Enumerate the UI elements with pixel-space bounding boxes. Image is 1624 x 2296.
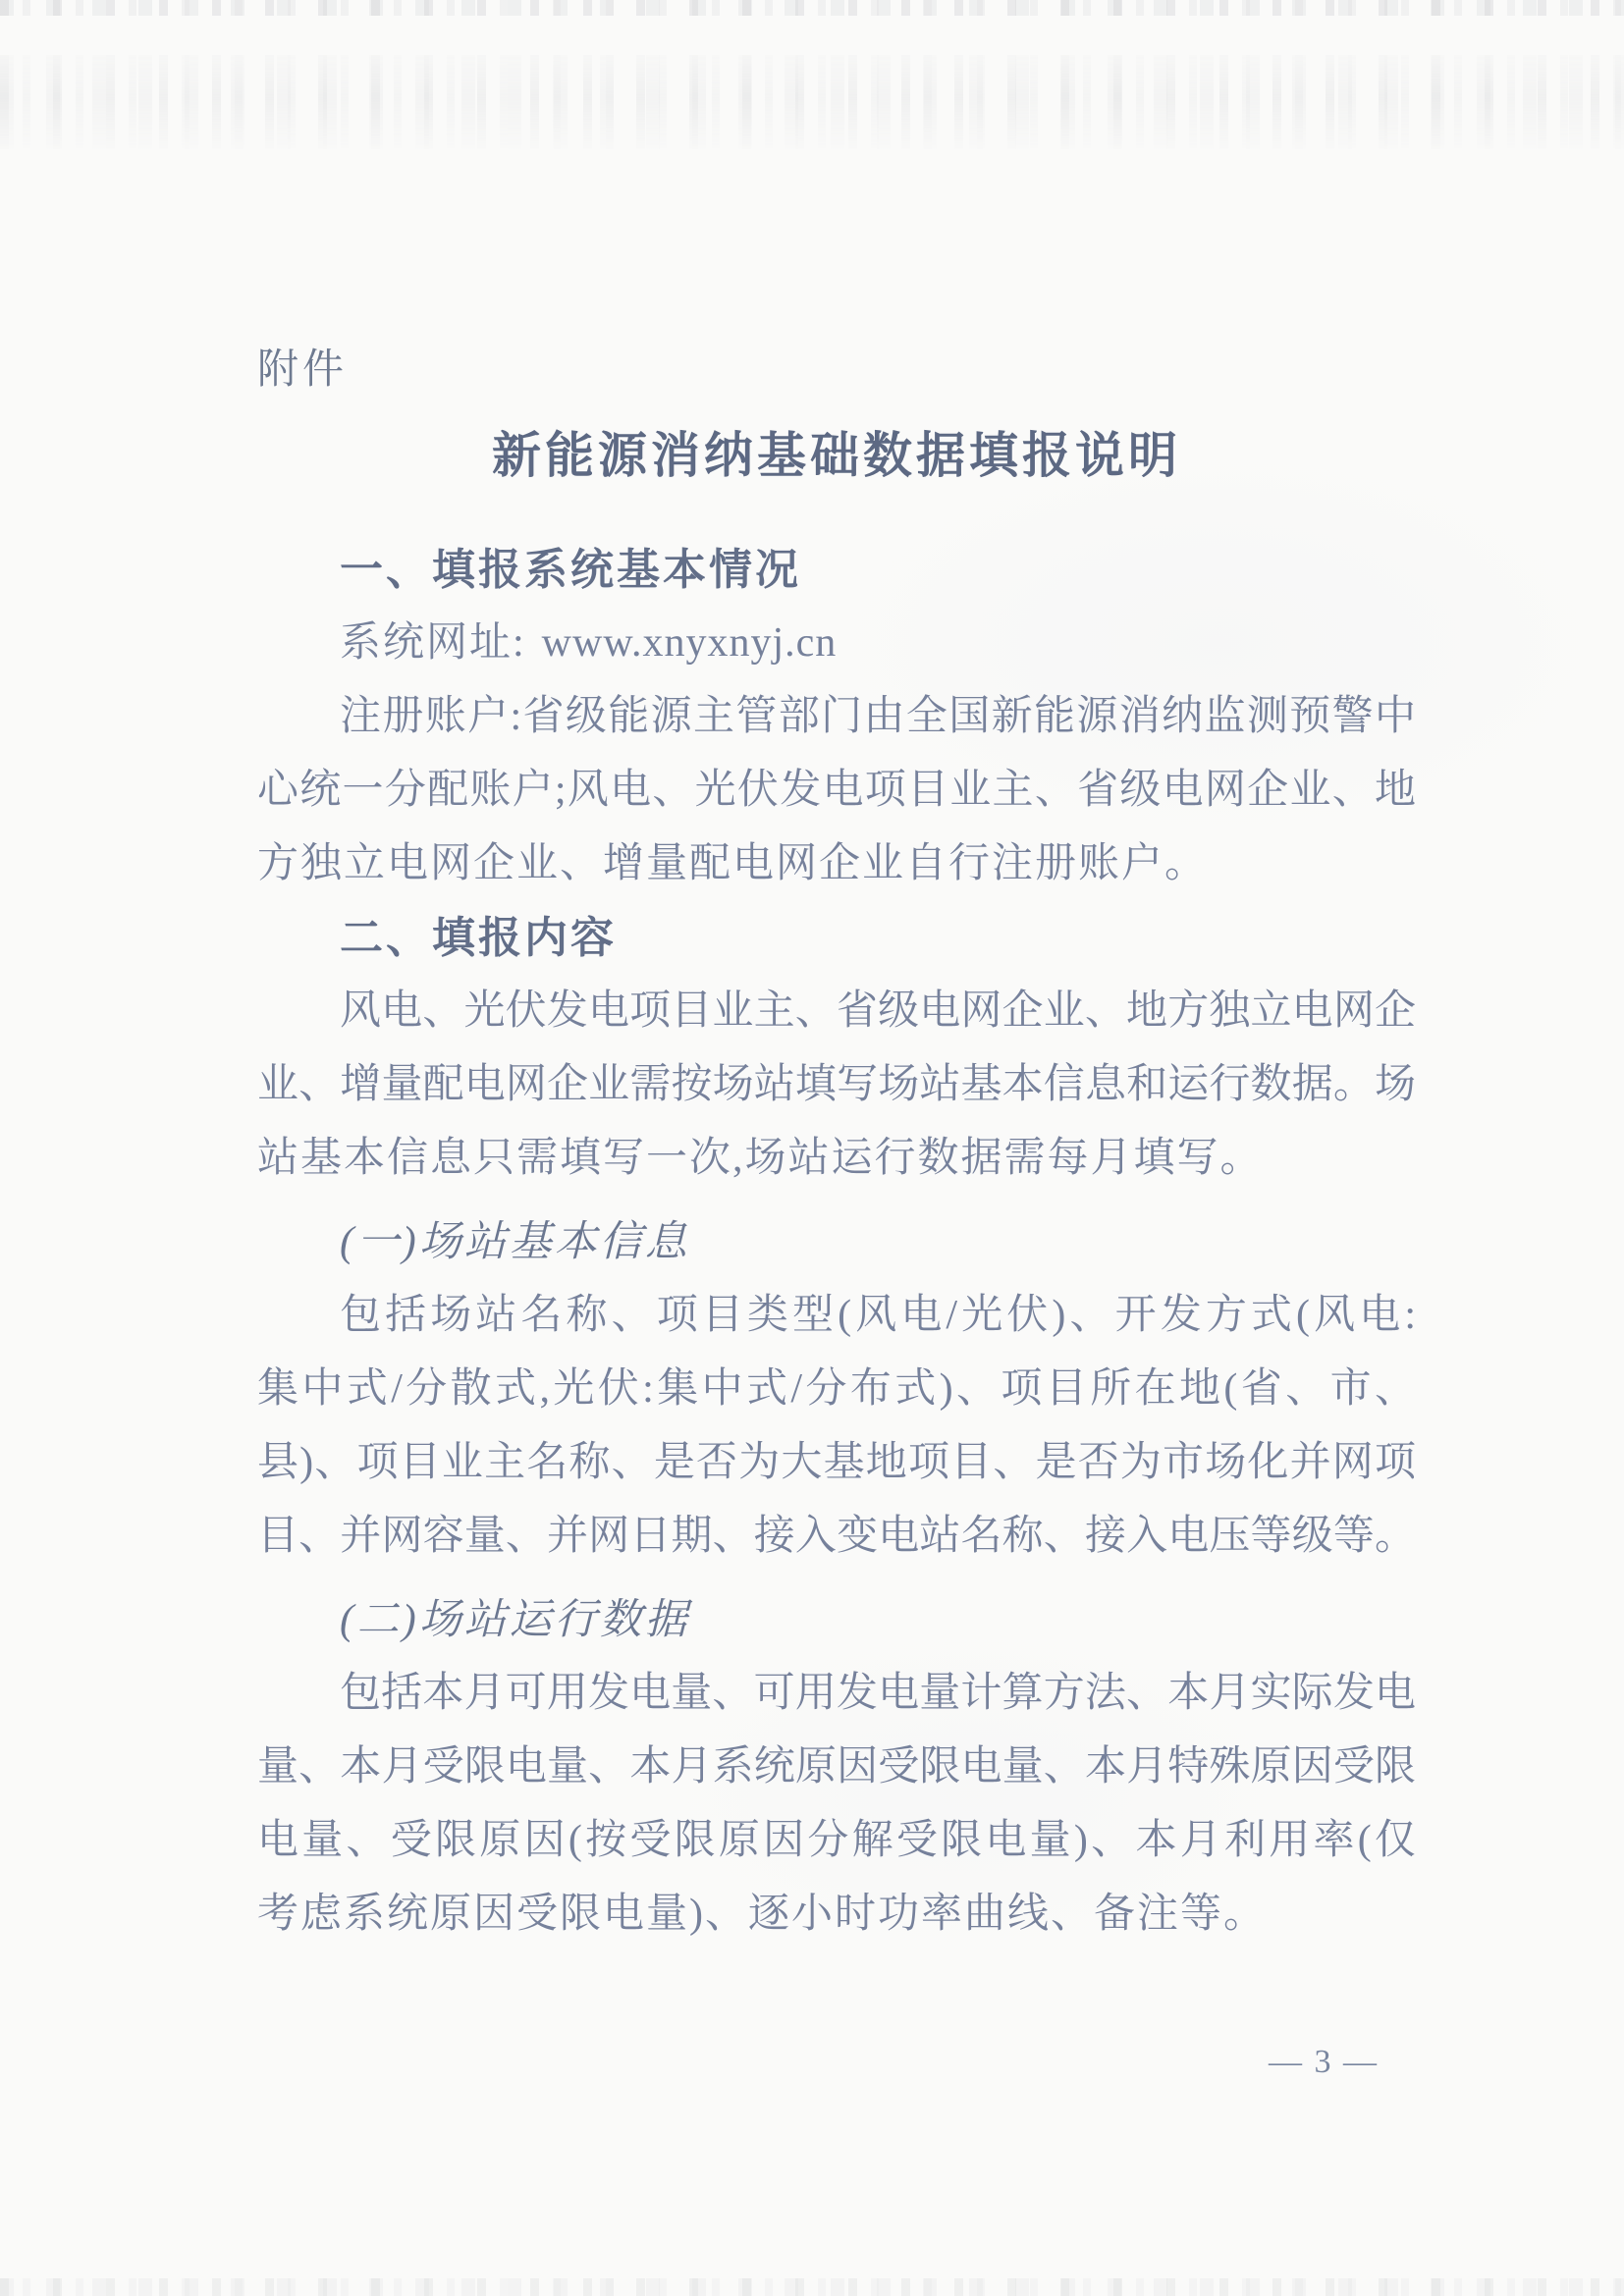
scan-artifact-band [0, 55, 1624, 149]
intro-para-line-3: 站基本信息只需填写一次,场站运行数据需每月填写。 [257, 1136, 1264, 1181]
document-content [257, 332, 1416, 1951]
register-para-line-2: 心统一分配账户;风电、光伏发电项目业主、省级电网企业、地 [257, 768, 1416, 813]
system-url-line [257, 607, 1416, 680]
subsection-2-heading: (二)场站运行数据 [340, 1597, 690, 1643]
page-number: — 3 — [1269, 2044, 1379, 2080]
attachment-label: 附件 [257, 346, 349, 392]
operation-data-para-line-1: 包括本月可用发电量、可用发电量计算方法、本月实际发电 [340, 1671, 1416, 1716]
station-info-para-line-4: 目、并网容量、并网日期、接入变电站名称、接入电压等级等。 [257, 1514, 1416, 1559]
system-url-value: www.xnyxnyj.cn [541, 620, 838, 666]
station-info-para-line-2: 集中式/分散式,光伏:集中式/分布式)、项目所在地(省、市、 [257, 1366, 1416, 1412]
operation-data-para-line-4: 考虑系统原因受限电量)、逐小时功率曲线、备注等。 [257, 1892, 1267, 1937]
register-para-line-1: 注册账户:省级能源主管部门由全国新能源消纳监测预警中 [340, 694, 1416, 739]
operation-data-para-line-3: 电量、受限原因(按受限原因分解受限电量)、本月利用率(仅 [257, 1818, 1416, 1863]
register-para-line-3: 方独立电网企业、增量配电网企业自行注册账户。 [257, 841, 1209, 886]
document-title: 新能源消纳基础数据填报说明 [492, 428, 1181, 483]
system-url-label: 系统网址: [340, 620, 526, 666]
scan-artifact-top-edge [0, 0, 1624, 16]
intro-para-line-1: 风电、光伏发电项目业主、省级电网企业、地方独立电网企 [340, 988, 1416, 1034]
station-info-para-line-3: 县)、项目业主名称、是否为大基地项目、是否为市场化并网项 [257, 1440, 1416, 1485]
station-info-para-line-1: 包括场站名称、项目类型(风电/光伏)、开发方式(风电: [340, 1293, 1416, 1338]
section-2-heading: 二、填报内容 [340, 914, 617, 962]
section-1-heading: 一、填报系统基本情况 [340, 546, 801, 594]
operation-data-para-line-2: 量、本月受限电量、本月系统原因受限电量、本月特殊原因受限 [257, 1744, 1416, 1789]
subsection-1-heading: (一)场站基本信息 [340, 1219, 690, 1265]
intro-para-line-2: 业、增量配电网企业需按场站填写场站基本信息和运行数据。场 [257, 1062, 1416, 1107]
scan-artifact-bottom [0, 2278, 1624, 2296]
